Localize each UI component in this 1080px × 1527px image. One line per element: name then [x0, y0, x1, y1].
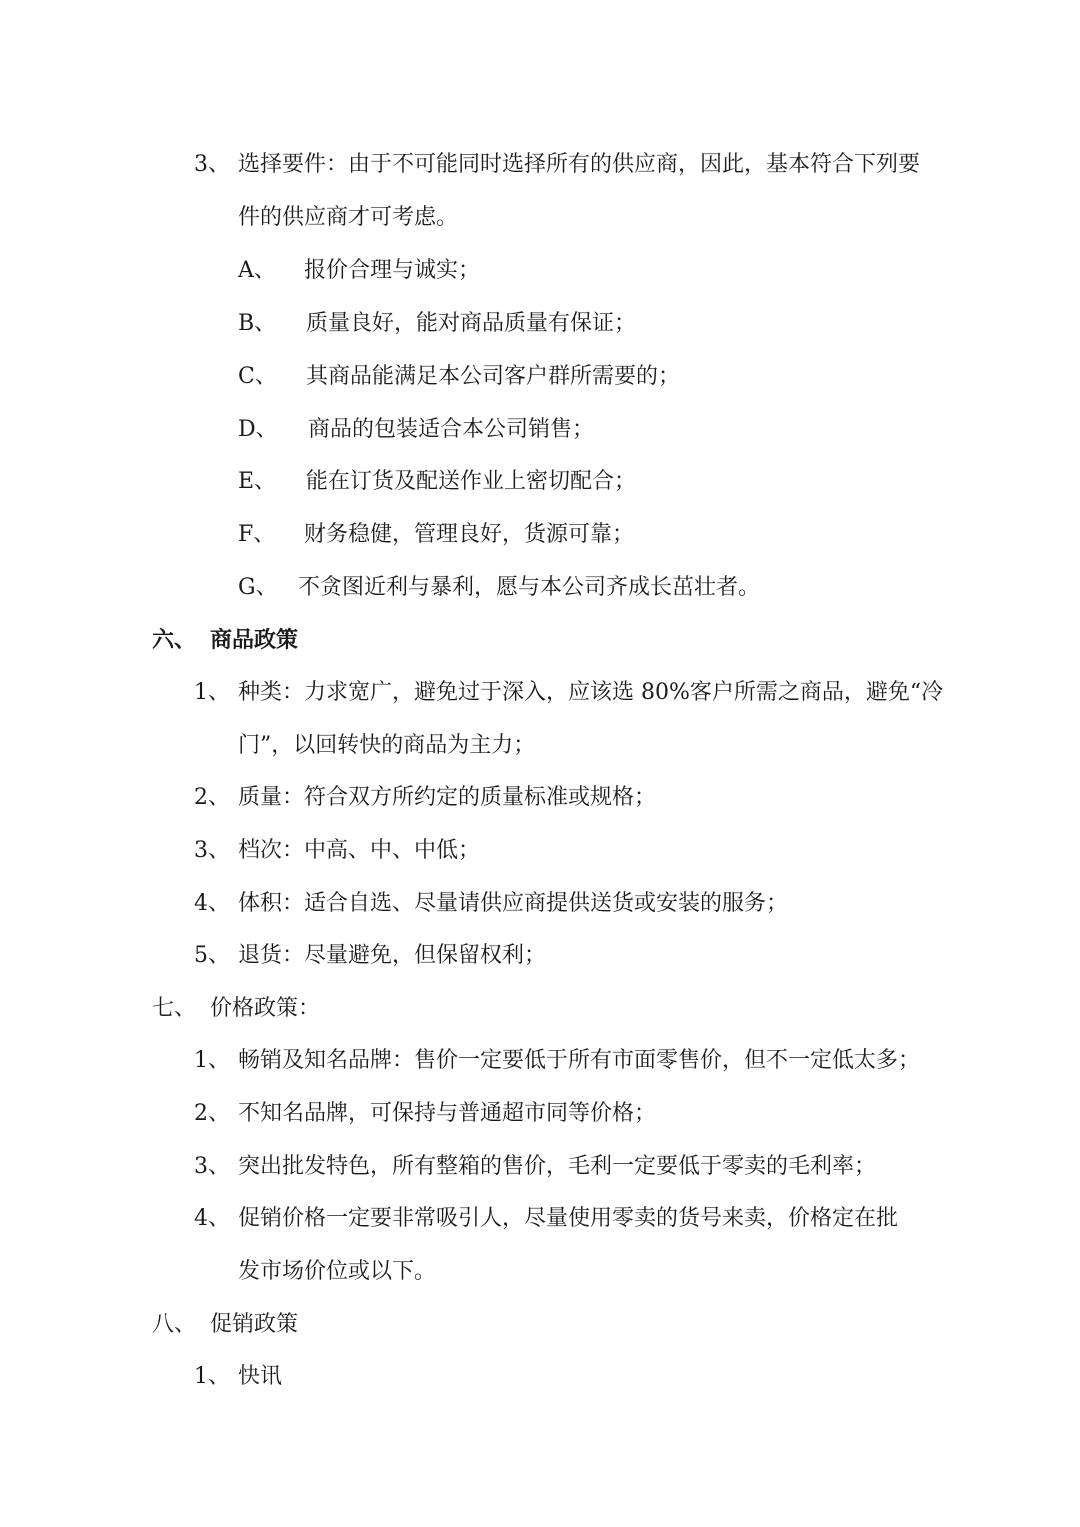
item-text: 选择要件：由于不可能同时选择所有的供应商，因此，基本符合下列要: [238, 152, 921, 177]
sub-item-text: 能在订货及配送作业上密切配合；: [306, 469, 637, 494]
sub-item-text: 其商品能满足本公司客户群所需要的；: [306, 364, 681, 389]
item-text: 种类：力求宽广，避免过于深入，应该选 80%客户所需之商品，避免“冷: [238, 680, 944, 705]
section-title: 价格政策：: [210, 996, 321, 1021]
sub-item-text: 商品的包装适合本公司销售；: [308, 417, 595, 442]
item-number: 5、: [194, 943, 230, 968]
continuation-text: 发市场价位或以下。: [238, 1259, 437, 1284]
sub-item-marker: A、: [238, 258, 276, 283]
sub-item-marker: G、: [238, 575, 278, 600]
item-number: 2、: [194, 1101, 230, 1126]
item-text: 快讯: [238, 1364, 283, 1389]
item-continuation: [238, 1257, 436, 1287]
continuation-text: 件的供应商才可考虑。: [238, 205, 459, 230]
item-number: 3、: [194, 838, 230, 863]
sub-item-text: 不贪图近利与暴利，愿与本公司齐成长茁壮者。: [298, 575, 761, 600]
item-number: 2、: [194, 785, 230, 810]
item-number: 3、: [194, 1154, 230, 1179]
item-text: 畅销及知名品牌：售价一定要低于所有市面零售价，但不一定低太多；: [238, 1048, 921, 1073]
item-text: 不知名品牌，可保持与普通超市同等价格；: [238, 1101, 657, 1126]
sub-item-marker: C、: [238, 364, 277, 389]
continuation-text: 门”，以回转快的商品为主力；: [238, 733, 536, 758]
sub-item-marker: E、: [238, 469, 277, 494]
section-number: 七、: [152, 996, 197, 1021]
item-text: 突出批发特色，所有整箱的售价，毛利一定要低于零卖的毛利率；: [238, 1154, 877, 1179]
section-title: 促销政策: [210, 1312, 299, 1337]
item-number: 4、: [194, 1206, 230, 1231]
item-text: 退货：尽量避免，但保留权利；: [238, 943, 547, 968]
section-title: 商品政策: [210, 627, 299, 653]
sub-item-text: 质量良好，能对商品质量有保证；: [306, 311, 637, 336]
section-number: 八、: [152, 1312, 197, 1337]
sub-item-marker: D、: [238, 417, 278, 442]
item-continuation: [238, 203, 458, 233]
sub-item-text: 财务稳健，管理良好，货源可靠；: [304, 522, 635, 547]
sub-item-text: 报价合理与诚实；: [304, 258, 481, 283]
item-number: 1、: [194, 1364, 230, 1389]
item-text: 质量：符合双方所约定的质量标准或规格；: [238, 785, 657, 810]
item-text: 体积：适合自选、尽量请供应商提供送货或安装的服务；: [238, 891, 789, 916]
section-number: 六、: [152, 627, 197, 653]
item-text: 档次：中高、中、中低；: [238, 838, 481, 863]
sub-item-marker: B、: [238, 311, 277, 336]
item-number: 1、: [194, 680, 230, 705]
item-number: 1、: [194, 1048, 230, 1073]
item-text: 促销价格一定要非常吸引人，尽量使用零卖的货号来卖，价格定在批: [238, 1206, 899, 1231]
sub-item-marker: F、: [238, 522, 276, 547]
item-number: 3、: [194, 152, 230, 177]
item-continuation: [238, 731, 535, 761]
item-number: 4、: [194, 891, 230, 916]
